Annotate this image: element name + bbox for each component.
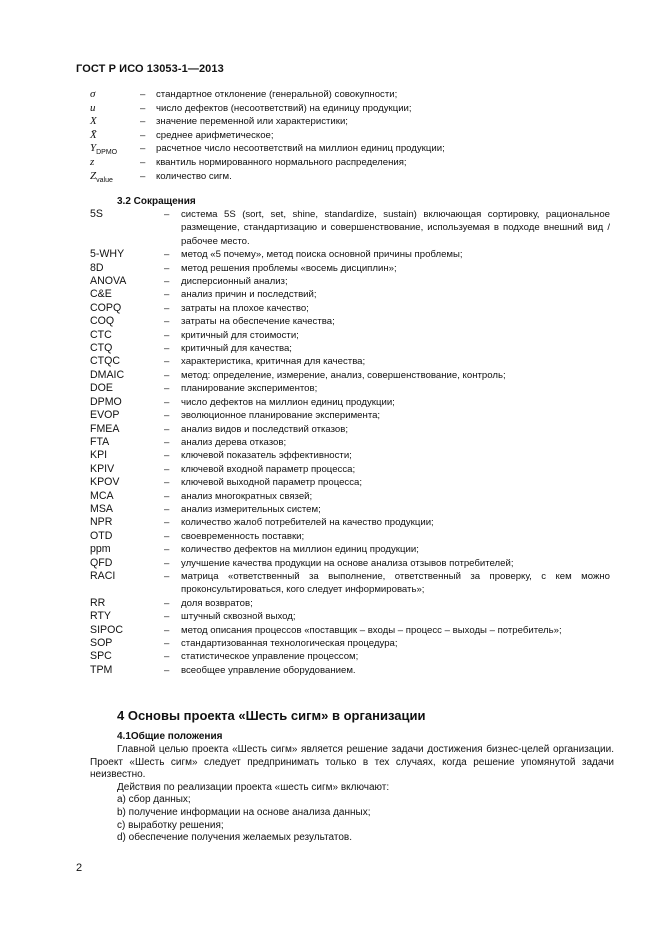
abbreviation-dash: –	[164, 638, 170, 649]
abbreviation-dash: –	[164, 302, 170, 314]
paragraph: Действия по реализации проекта «шесть сигм» включают:	[117, 781, 390, 793]
abbreviation-description: критичный для стоимости;	[181, 329, 299, 341]
symbol-description: значение переменной или характеристики;	[156, 116, 348, 128]
abbreviation-row	[90, 557, 610, 570]
abbreviation-dash: –	[164, 463, 170, 475]
abbreviation-row	[90, 664, 610, 677]
abbreviation-dash: –	[164, 530, 170, 542]
page-number: 2	[76, 862, 83, 874]
abbreviation-row	[90, 543, 610, 556]
abbreviation-term: MSA	[90, 502, 113, 515]
abbreviation-description: ключевой входной параметр процесса;	[181, 463, 356, 475]
abbreviation-description: затраты на обеспечение качества;	[181, 316, 335, 328]
abbreviation-dash: –	[164, 343, 170, 355]
abbreviation-row	[90, 288, 610, 301]
symbol-term	[90, 170, 113, 188]
symbols-list	[90, 88, 600, 183]
abbreviation-description: штучный сквозной выход;	[181, 611, 296, 623]
abbreviation-dash: –	[164, 262, 170, 274]
abbreviation-dash: –	[164, 410, 170, 422]
abbreviation-term: SIPOC	[90, 623, 123, 636]
abbreviation-term: C&E	[90, 288, 112, 301]
paragraph: Главной целью проекта «Шесть сигм» является решение задачи достижения бизнес-целей организации. Проект «Шесть сигм» следует предпринимать только в тех случаях, когда решение упомянутой задачи неизвестно.	[90, 744, 614, 781]
abbreviation-row	[90, 650, 610, 663]
abbreviation-term: ANOVA	[90, 275, 127, 288]
symbol-term	[90, 102, 96, 116]
abbreviation-dash: –	[164, 356, 170, 368]
abbreviation-description: критичный для качества;	[181, 343, 292, 355]
abbreviation-dash: –	[164, 517, 170, 529]
abbreviation-description: анализ измерительных систем;	[181, 503, 321, 515]
abbreviation-term: 5S	[90, 208, 103, 220]
abbreviation-description: матрица «ответственный за выполнение, ответственный за проверку, с кем можно проконсультироваться, кого следует информировать»;	[181, 570, 610, 596]
abbreviation-row	[90, 342, 610, 355]
abbreviation-term: FMEA	[90, 422, 120, 435]
abbreviation-row	[90, 610, 610, 623]
abbreviation-row	[90, 315, 610, 328]
abbreviation-term: SPC	[90, 650, 112, 663]
abbreviation-term: TPM	[90, 663, 113, 676]
symbol-row	[90, 88, 600, 102]
abbreviation-row	[90, 382, 610, 395]
symbol-subscript: value	[96, 176, 113, 184]
abbreviation-dash: –	[164, 503, 170, 515]
section-4-body	[90, 744, 614, 845]
abbreviation-row	[90, 302, 610, 315]
abbreviation-row	[90, 624, 610, 637]
abbreviation-description: метод решения проблемы «восемь дисциплин»;	[181, 262, 397, 274]
abbreviation-row	[90, 396, 610, 409]
abbreviation-term: DMAIC	[90, 368, 125, 381]
symbol-glyph: z	[90, 155, 95, 168]
symbol-dash: –	[140, 170, 146, 182]
abbreviation-term: CTC	[90, 328, 112, 341]
abbreviation-row	[90, 476, 610, 489]
abbreviation-dash: –	[164, 544, 170, 556]
abbreviation-row	[90, 449, 610, 462]
abbreviation-description: стандартизованная технологическая процедура;	[181, 638, 398, 649]
abbreviation-term: SOP	[90, 637, 113, 649]
symbol-description: стандартное отклонение (генеральной) совокупности;	[156, 89, 398, 100]
abbreviation-term: CTQ	[90, 342, 113, 355]
abbreviation-row	[90, 248, 610, 261]
symbol-row	[90, 129, 600, 143]
symbol-subscript: DPMO	[96, 149, 118, 157]
abbreviation-term: CTQC	[90, 355, 121, 368]
abbreviation-dash: –	[164, 651, 170, 663]
abbreviation-description: планирование экспериментов;	[181, 383, 318, 395]
abbreviation-row	[90, 355, 610, 368]
abbreviation-term: DPMO	[90, 395, 122, 408]
abbreviation-dash: –	[164, 249, 170, 261]
list-item: b) получение информации на основе анализа данных;	[117, 806, 371, 818]
abbreviation-term: 8D	[90, 261, 104, 274]
abbreviation-term: COQ	[90, 315, 115, 328]
document-header: ГОСТ Р ИСО 13053-1—2013	[76, 63, 224, 75]
symbol-term	[90, 129, 97, 143]
symbol-dash: –	[140, 116, 146, 128]
abbreviation-description: количество жалоб потребителей на качество продукции;	[181, 517, 434, 529]
abbreviation-term: OTD	[90, 529, 113, 542]
abbreviation-row	[90, 423, 610, 436]
abbreviation-dash: –	[164, 276, 170, 288]
abbreviation-term: KPI	[90, 449, 108, 462]
abbreviation-term: EVOP	[90, 409, 120, 422]
abbreviation-dash: –	[164, 209, 170, 220]
symbol-term	[90, 88, 95, 102]
abbreviation-dash: –	[164, 383, 170, 395]
abbreviation-row	[90, 490, 610, 503]
list-item: a) сбор данных;	[117, 794, 191, 806]
abbreviation-description: анализ дерева отказов;	[181, 436, 287, 448]
symbol-glyph: Z	[90, 169, 97, 182]
abbreviation-dash: –	[164, 450, 170, 462]
abbreviation-description: характеристика, критичная для качества;	[181, 356, 366, 368]
symbol-description: квантиль нормированного нормального распределения;	[156, 156, 407, 168]
abbreviation-row	[90, 530, 610, 543]
abbreviation-term: NPR	[90, 516, 113, 529]
symbol-term	[90, 156, 94, 170]
abbreviation-dash: –	[164, 396, 170, 408]
abbreviation-dash: –	[164, 289, 170, 301]
abbreviation-description: метод описания процессов «поставщик – входы – процесс – выходы – потребитель»;	[181, 624, 562, 636]
abbreviation-dash: –	[164, 624, 170, 636]
symbol-dash: –	[140, 102, 146, 114]
abbreviation-row	[90, 262, 610, 275]
abbreviation-dash: –	[164, 369, 170, 381]
abbreviation-term: RACI	[90, 569, 116, 582]
abbreviation-description: анализ причин и последствий;	[181, 289, 317, 301]
abbreviation-row	[90, 436, 610, 449]
abbreviation-term: ppm	[90, 543, 111, 556]
symbol-dash: –	[140, 129, 146, 141]
abbreviation-row	[90, 463, 610, 476]
abbreviation-term: DOE	[90, 382, 113, 395]
abbreviation-term: RR	[90, 596, 106, 609]
abbreviation-dash: –	[164, 477, 170, 489]
symbol-glyph: u	[90, 101, 96, 114]
abbreviation-description: количество дефектов на миллион единиц продукции;	[181, 544, 419, 556]
abbreviation-dash: –	[164, 316, 170, 328]
abbreviation-term: RTY	[90, 610, 111, 623]
abbreviation-row	[90, 369, 610, 382]
abbreviation-term: KPIV	[90, 462, 115, 475]
symbol-glyph: Y	[90, 142, 97, 155]
abbreviation-row	[90, 570, 610, 597]
symbol-dash: –	[140, 143, 146, 155]
symbol-glyph: σ	[90, 88, 96, 100]
abbreviation-description: улучшение качества продукции на основе анализа отзывов потребителей;	[181, 557, 514, 569]
abbreviation-description: доля возвратов;	[181, 597, 253, 609]
abbreviation-term: KPOV	[90, 476, 120, 489]
abbreviation-dash: –	[164, 436, 170, 448]
symbol-dash: –	[140, 156, 146, 168]
symbol-term	[90, 115, 97, 129]
abbreviation-dash: –	[164, 570, 170, 582]
abbreviation-row	[90, 329, 610, 342]
abbreviation-description: число дефектов на миллион единиц продукции;	[181, 396, 395, 408]
abbreviation-row	[90, 503, 610, 516]
abbreviation-term: FTA	[90, 435, 110, 448]
abbreviation-description: метод: определение, измерение, анализ, совершенствование, контроль;	[181, 369, 506, 381]
abbreviation-description: метод «5 почему», метод поиска основной причины проблемы;	[181, 249, 463, 261]
abbreviation-row	[90, 208, 610, 248]
abbreviation-term: QFD	[90, 556, 113, 569]
abbreviation-term: MCA	[90, 489, 114, 502]
symbol-glyph: X	[90, 115, 97, 128]
abbreviation-description: анализ многократных связей;	[181, 490, 313, 502]
symbol-glyph: X̄	[90, 128, 97, 141]
section-4-1-title: 4.1Общие положения	[117, 731, 223, 742]
abbreviation-dash: –	[164, 490, 170, 502]
abbreviation-description: ключевой показатель эффективности;	[181, 450, 352, 462]
symbol-row	[90, 115, 600, 129]
abbreviation-dash: –	[164, 611, 170, 623]
symbol-description: число дефектов (несоответствий) на единицу продукции;	[156, 102, 412, 114]
abbreviation-description: всеобщее управление оборудованием.	[181, 664, 356, 676]
list-item: d) обеспечение получения желаемых результатов.	[117, 832, 353, 844]
symbol-row	[90, 156, 600, 170]
symbol-description: количество сигм.	[156, 170, 232, 182]
abbreviation-term: COPQ	[90, 301, 122, 314]
abbreviation-row	[90, 409, 610, 422]
abbreviation-description: ключевой выходной параметр процесса;	[181, 477, 363, 489]
symbol-row	[90, 170, 600, 184]
symbol-row	[90, 102, 600, 116]
abbreviation-description: своевременность поставки;	[181, 530, 305, 542]
abbreviation-description: анализ видов и последствий отказов;	[181, 423, 349, 435]
abbreviation-row	[90, 516, 610, 529]
abbreviation-row	[90, 637, 610, 650]
abbreviation-dash: –	[164, 423, 170, 435]
symbol-description: среднее арифметическое;	[156, 129, 274, 141]
abbreviation-description: дисперсионный анализ;	[181, 276, 288, 288]
abbreviation-description: эволюционное планирование эксперимента;	[181, 410, 381, 422]
symbol-description: расчетное число несоответствий на миллион единиц продукции;	[156, 143, 445, 155]
abbreviations-list	[90, 208, 610, 677]
abbreviation-row	[90, 275, 610, 288]
abbreviation-dash: –	[164, 557, 170, 569]
abbreviation-dash: –	[164, 597, 170, 609]
abbreviation-term: 5-WHY	[90, 248, 125, 261]
list-item: c) выработку решения;	[117, 819, 224, 831]
abbreviation-description: затраты на плохое качество;	[181, 302, 309, 314]
symbol-dash: –	[140, 89, 146, 100]
symbol-row	[90, 142, 600, 156]
abbreviation-dash: –	[164, 329, 170, 341]
abbreviation-row	[90, 597, 610, 610]
abbreviation-dash: –	[164, 664, 170, 676]
section-4-title: 4 Основы проекта «Шесть сигм» в организации	[117, 708, 426, 723]
section-3-2-title: 3.2 Сокращения	[117, 196, 196, 207]
abbreviation-description: статистическое управление процессом;	[181, 651, 359, 663]
abbreviation-description: система 5S (sort, set, shine, standardize, sustain) включающая сортировку, рациональное размещение, стандартизацию и совершенствование, используемая в подходе внешний вид / рабочее место.	[181, 209, 610, 247]
